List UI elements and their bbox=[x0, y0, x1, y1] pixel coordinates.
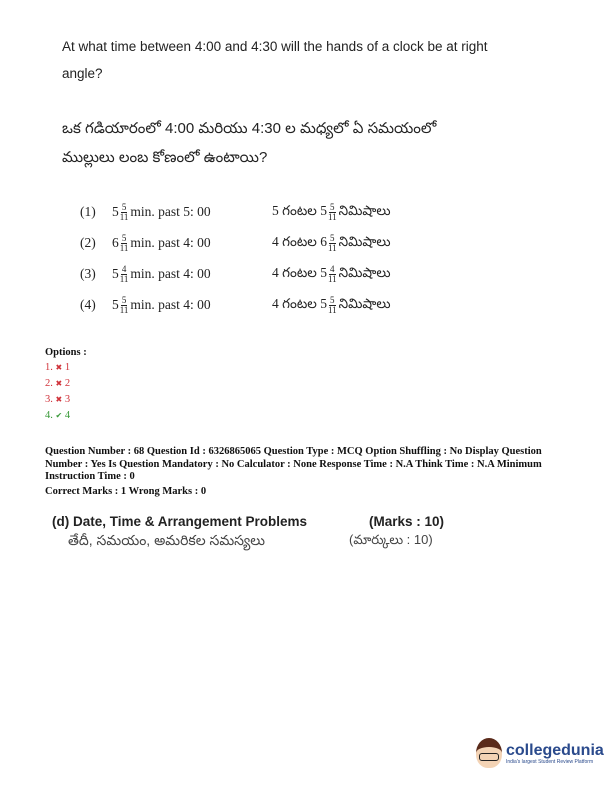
numerator: 4 bbox=[121, 263, 127, 274]
section-marks: (Marks : 10) bbox=[369, 514, 445, 529]
choice-whole: 6 bbox=[112, 235, 119, 250]
choice-telugu-fraction bbox=[328, 296, 337, 315]
choice-telugu bbox=[272, 203, 391, 222]
option-value: 4 bbox=[64, 410, 71, 421]
choice-number: (3) bbox=[80, 266, 96, 281]
option-value: 3 bbox=[64, 394, 71, 405]
numerator: 4 bbox=[330, 263, 335, 274]
numerator: 5 bbox=[330, 294, 335, 305]
numerator: 5 bbox=[121, 201, 127, 212]
choice-telugu-fraction bbox=[328, 234, 337, 253]
cross-icon: ✖ bbox=[55, 379, 63, 388]
choice-whole: 5 bbox=[112, 297, 119, 312]
choice-telugu-tail: నిమిషాలు bbox=[338, 295, 391, 311]
mascot-icon bbox=[476, 738, 502, 768]
denominator: 11 bbox=[119, 304, 129, 315]
question-english: At what time between 4:00 and 4:30 will the hands of a clock be at right angle? bbox=[62, 39, 488, 81]
option-prefix: 4. bbox=[45, 410, 53, 421]
section-title-telugu: తేదీ, సమయం, అమరికల సమస్యలు bbox=[68, 532, 266, 548]
choice-row bbox=[80, 292, 440, 318]
option-item bbox=[45, 394, 70, 405]
choice-number: (1) bbox=[80, 204, 96, 219]
choice-telugu-tail: నిమిషాలు bbox=[338, 233, 391, 249]
choice-fraction bbox=[120, 265, 129, 284]
cross-icon: ✖ bbox=[55, 395, 63, 404]
choice-telugu-tail: నిమిషాలు bbox=[338, 264, 391, 280]
choice-telugu-prefix: 4 గంటల 5 bbox=[272, 264, 327, 280]
question-telugu-line2: ముల్లులు లంబ కోణంలో ఉంటాయి? bbox=[62, 149, 268, 166]
option-prefix: 3. bbox=[45, 394, 53, 405]
check-icon: ✔ bbox=[55, 411, 63, 420]
choice-english-tail: min. past 4: 00 bbox=[130, 297, 211, 312]
option-prefix: 2. bbox=[45, 378, 53, 389]
numerator: 5 bbox=[121, 232, 127, 243]
numerator: 5 bbox=[121, 294, 127, 305]
question-telugu-line1: ఒక గడియారంలో 4:00 మరియు 4:30 ల మధ్యలో ఏ సమయంలో bbox=[62, 120, 437, 137]
question-meta: Question Number : 68 Question Id : 6326865065 Question Type : MCQ Option Shuffling : No Display Question Number : Yes Is Question Mandatory : No Calculator : None Response Time : N.A Think Time : N.A Minimum Instruction Time : 0 bbox=[45, 446, 542, 482]
logo-name: collegedunia bbox=[506, 741, 604, 759]
choice-telugu bbox=[272, 265, 391, 284]
choice-fraction bbox=[120, 296, 129, 315]
cross-icon: ✖ bbox=[55, 363, 63, 372]
section-marks-telugu: (మార్కులు : 10) bbox=[349, 532, 433, 547]
logo-tagline: India's largest Student Review Platform bbox=[506, 758, 594, 765]
choice-telugu-prefix: 4 గంటల 6 bbox=[272, 233, 327, 249]
numerator: 5 bbox=[330, 232, 335, 243]
choice-telugu-fraction bbox=[328, 265, 337, 284]
denominator: 11 bbox=[327, 273, 337, 284]
choice-whole: 5 bbox=[112, 204, 119, 219]
option-item bbox=[45, 362, 70, 373]
denominator: 11 bbox=[327, 304, 337, 315]
choice-number: (4) bbox=[80, 297, 96, 312]
choice-telugu-prefix: 4 గంటల 5 bbox=[272, 295, 327, 311]
choice-telugu-tail: నిమిషాలు bbox=[338, 202, 391, 218]
denominator: 11 bbox=[327, 211, 337, 222]
choice-telugu bbox=[272, 296, 391, 315]
denominator: 11 bbox=[119, 273, 129, 284]
choice-telugu-prefix: 5 గంటల 5 bbox=[272, 202, 327, 218]
denominator: 11 bbox=[327, 242, 337, 253]
choice-fraction bbox=[120, 234, 129, 253]
choice-number: (2) bbox=[80, 235, 96, 250]
section-title: (d) Date, Time & Arrangement Problems bbox=[52, 514, 308, 529]
option-prefix: 1. bbox=[45, 362, 53, 373]
denominator: 11 bbox=[119, 242, 129, 253]
denominator: 11 bbox=[119, 211, 129, 222]
choice-telugu-fraction bbox=[328, 203, 337, 222]
collegedunia-logo bbox=[476, 738, 604, 768]
choice-row bbox=[80, 261, 440, 287]
option-item bbox=[45, 378, 70, 389]
options-label: Options : bbox=[45, 347, 87, 358]
choice-row bbox=[80, 199, 440, 225]
option-value: 2 bbox=[64, 378, 71, 389]
choice-whole: 5 bbox=[112, 266, 119, 281]
choice-fraction bbox=[120, 203, 129, 222]
choice-english-tail: min. past 5: 00 bbox=[130, 204, 211, 219]
choice-english-tail: min. past 4: 00 bbox=[130, 235, 211, 250]
numerator: 5 bbox=[330, 201, 335, 212]
choice-telugu bbox=[272, 234, 391, 253]
choice-row bbox=[80, 230, 440, 256]
marks-info: Correct Marks : 1 Wrong Marks : 0 bbox=[45, 486, 207, 497]
option-item bbox=[45, 410, 70, 421]
option-value: 1 bbox=[64, 362, 71, 373]
choice-english-tail: min. past 4: 00 bbox=[130, 266, 211, 281]
